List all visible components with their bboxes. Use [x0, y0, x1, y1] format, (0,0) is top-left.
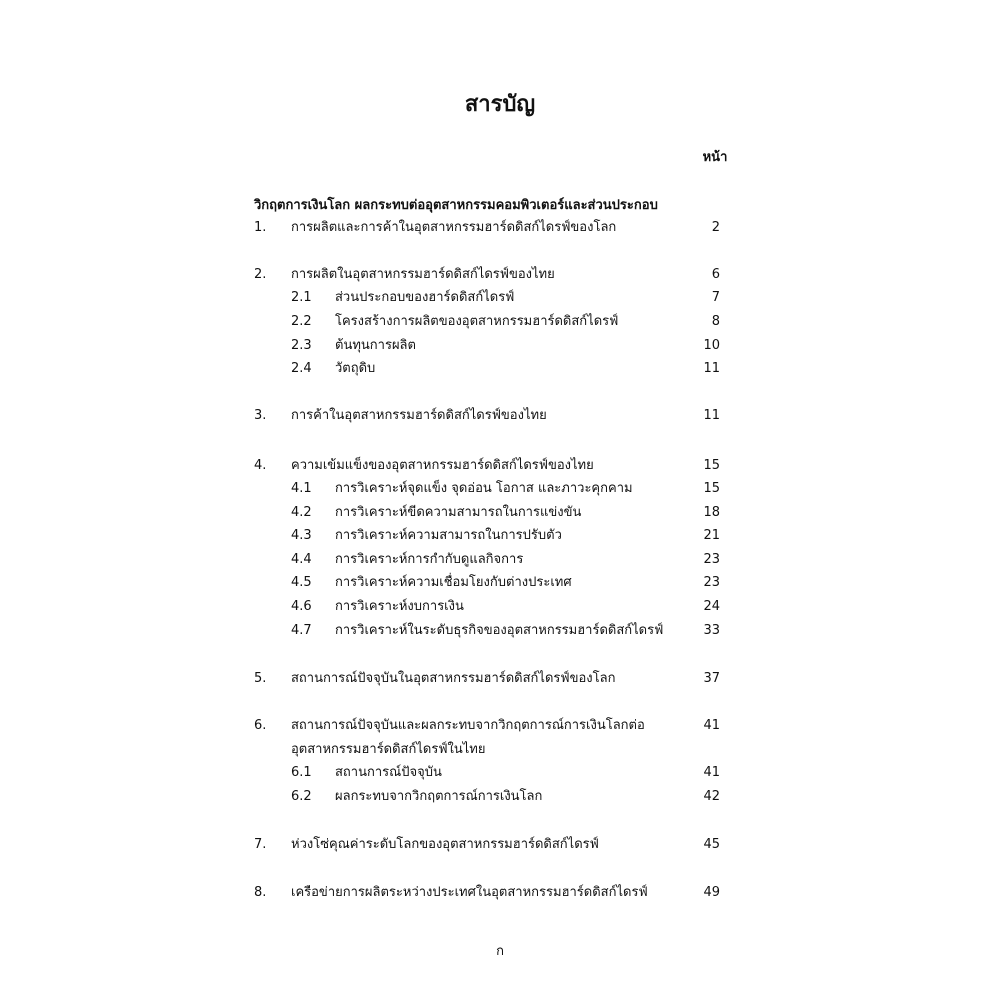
toc-entry-title: การวิเคราะห์งบการเงิน — [335, 599, 464, 614]
toc-entry-title: การผลิตในอุตสาหกรรมฮาร์ดดิสก์ไดรฟ์ของไทย — [291, 267, 555, 282]
toc-subentry — [0, 502, 1000, 524]
toc-subentry — [0, 311, 1000, 333]
toc-entry-number: 4.1 — [291, 481, 312, 496]
toc-entry-page: 49 — [703, 885, 720, 900]
toc-entry-page: 41 — [703, 718, 720, 733]
toc-entry-title: ส่วนประกอบของฮาร์ดดิสก์ไดรฟ์ — [335, 290, 515, 305]
toc-entry-title: สถานการณ์ปัจจุบันในอุตสาหกรรมฮาร์ดดิสก์ไดรฟ์ของโลก — [291, 671, 616, 686]
toc-subentry — [0, 786, 1000, 808]
toc-subentry — [0, 478, 1000, 500]
toc-entry-number: 4.7 — [291, 623, 312, 638]
toc-entry-title: การวิเคราะห์ความสามารถในการปรับตัว — [335, 528, 562, 543]
page-column-header: หน้า — [702, 150, 728, 165]
toc-entry-title: การค้าในอุตสาหกรรมฮาร์ดดิสก์ไดรฟ์ของไทย — [291, 408, 547, 423]
toc-entry-title: ต้นทุนการผลิต — [335, 338, 416, 353]
toc-entry-number: 4.6 — [291, 599, 312, 614]
toc-subentry — [0, 549, 1000, 571]
toc-entry-number: 2.4 — [291, 361, 312, 376]
toc-entry-number: 5. — [254, 671, 267, 686]
toc-subentry — [0, 572, 1000, 594]
toc-entry-title: การวิเคราะห์ขีดความสามารถในการแข่งขัน — [335, 505, 582, 520]
toc-entry — [0, 405, 1000, 427]
toc-entry-page: 10 — [703, 338, 720, 353]
toc-entry — [0, 715, 1000, 737]
toc-entry-title: สถานการณ์ปัจจุบันและผลกระทบจากวิกฤตการณ์การเงินโลกต่อ — [291, 718, 645, 733]
toc-entry-number: 4.3 — [291, 528, 312, 543]
toc-entry-number: 4.4 — [291, 552, 312, 567]
toc-entry-number: 2.1 — [291, 290, 312, 305]
toc-entry-page: 23 — [703, 552, 720, 567]
toc-entry-page: 15 — [703, 481, 720, 496]
toc-entry-page: 23 — [703, 575, 720, 590]
toc-entry-page: 42 — [703, 789, 720, 804]
footer-page-number: ก — [496, 944, 504, 959]
toc-entry — [0, 668, 1000, 690]
toc-entry-number: 8. — [254, 885, 267, 900]
toc-entry-page: 8 — [711, 314, 720, 329]
toc-entry-number: 4.2 — [291, 505, 312, 520]
toc-entry-page: 2 — [711, 220, 720, 235]
toc-subentry — [0, 620, 1000, 642]
toc-entry-title: ห่วงโซ่คุณค่าระดับโลกของอุตสาหกรรมฮาร์ดดิสก์ไดรฟ์ — [291, 837, 599, 852]
section-heading: วิกฤตการเงินโลก ผลกระทบต่ออุตสาหกรรมคอมพิวเตอร์และส่วนประกอบ — [254, 198, 658, 213]
toc-entry-number: 6. — [254, 718, 267, 733]
toc-entry-title: สถานการณ์ปัจจุบัน — [335, 765, 442, 780]
toc-entry-number: 6.2 — [291, 789, 312, 804]
toc-entry-page: 7 — [711, 290, 720, 305]
toc-entry-title: การวิเคราะห์ความเชื่อมโยงกับต่างประเทศ — [335, 575, 572, 590]
toc-entry — [0, 739, 1000, 761]
toc-entry-page: 11 — [703, 361, 720, 376]
toc-entry-page: 15 — [703, 458, 720, 473]
toc-entry-number: 1. — [254, 220, 267, 235]
toc-entry-title: อุตสาหกรรมฮาร์ดดิสก์ไดรฟ์ในไทย — [291, 742, 486, 757]
toc-entry-number: 2.2 — [291, 314, 312, 329]
toc-entry-page: 24 — [703, 599, 720, 614]
toc-entry-title: เครือข่ายการผลิตระหว่างประเทศในอุตสาหกรรมฮาร์ดดิสก์ไดรฟ์ — [291, 885, 648, 900]
toc-entry-number: 7. — [254, 837, 267, 852]
toc-entry-number: 4.5 — [291, 575, 312, 590]
toc-entry-page: 41 — [703, 765, 720, 780]
toc-entry — [0, 455, 1000, 477]
toc-subentry — [0, 525, 1000, 547]
toc-subentry — [0, 335, 1000, 357]
toc-entry — [0, 217, 1000, 239]
toc-entry-number: 6.1 — [291, 765, 312, 780]
toc-subentry — [0, 358, 1000, 380]
toc-title: สารบัญ — [464, 92, 536, 117]
toc-entry-title: การวิเคราะห์ในระดับธุรกิจของอุตสาหกรรมฮาร์ดดิสก์ไดรฟ์ — [335, 623, 664, 638]
toc-entry — [0, 834, 1000, 856]
toc-entry-page: 37 — [703, 671, 720, 686]
toc-entry — [0, 882, 1000, 904]
toc-entry-title: การวิเคราะห์การกำกับดูแลกิจการ — [335, 552, 524, 567]
toc-entry-number: 2. — [254, 267, 267, 282]
toc-entry-page: 11 — [703, 408, 720, 423]
toc-entry-page: 18 — [703, 505, 720, 520]
toc-subentry — [0, 762, 1000, 784]
toc-entry-page: 21 — [703, 528, 720, 543]
toc-entry-number: 3. — [254, 408, 267, 423]
toc-entry-number: 2.3 — [291, 338, 312, 353]
toc-entry-title: การวิเคราะห์จุดแข็ง จุดอ่อน โอกาส และภาวะคุกคาม — [335, 481, 633, 496]
toc-entry-title: โครงสร้างการผลิตของอุตสาหกรรมฮาร์ดดิสก์ไดรฟ์ — [335, 314, 619, 329]
toc-subentry — [0, 287, 1000, 309]
toc-entry-page: 45 — [703, 837, 720, 852]
toc-entry — [0, 264, 1000, 286]
toc-entry-page: 33 — [703, 623, 720, 638]
toc-entry-title: ความเข้มแข็งของอุตสาหกรรมฮาร์ดดิสก์ไดรฟ์ของไทย — [291, 458, 594, 473]
toc-subentry — [0, 596, 1000, 618]
toc-entry-page: 6 — [711, 267, 720, 282]
toc-entry-number: 4. — [254, 458, 267, 473]
toc-entry-title: วัตถุดิบ — [335, 361, 376, 376]
toc-entry-title: ผลกระทบจากวิกฤตการณ์การเงินโลก — [335, 789, 543, 804]
toc-entry-title: การผลิตและการค้าในอุตสาหกรรมฮาร์ดดิสก์ไดรฟ์ของโลก — [291, 220, 617, 235]
